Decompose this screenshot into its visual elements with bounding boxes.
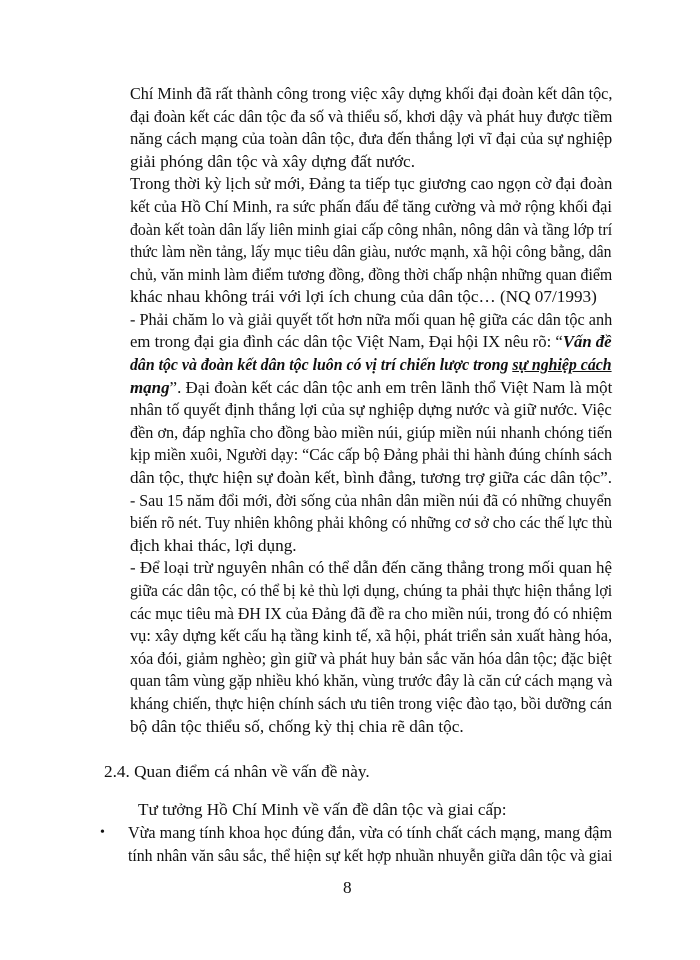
text-line [130,331,612,353]
emphasis-text: dân tộc và đoàn kết dân tộc luôn có vị trí chiến lược trong [130,355,513,374]
section-heading: 2.4. Quan điểm cá nhân về vấn đề này. [104,762,370,781]
text-run: ”. Đại đoàn kết các dân tộc anh em trên lãnh thổ Việt Nam là một [169,378,613,397]
text-line: - Để loại trừ nguyên nhân có thể dẫn đến căng thẳng trong mối quan hệ [130,558,612,577]
page-number: 8 [343,878,352,897]
text-line: giải phóng dân tộc và xây dựng đất nước. [130,152,415,171]
text-line: năng cách mạng của toàn dân tộc, đưa đến thắng lợi vĩ đại của sự nghiệp [130,129,613,148]
text-line: địch khai thác, lợi dụng. [130,536,297,555]
text-line: nhân tố quyết định thắng lợi của sự nghiệp dựng nước và giữ nước. Việc [130,400,612,419]
text-line [130,377,612,399]
text-line: kịp miền xuôi, Người dạy: “Các cấp bộ Đảng phải thi hành đúng chính sách [130,445,613,464]
text-line: các mục tiêu mà ĐH IX của Đảng đã đề ra cho miền núi, trong đó có nhiệm [130,604,613,623]
text-line [130,354,612,376]
text-line: vụ: xây dựng kết cấu hạ tầng kinh tế, xã hội, phát triển sản xuất hàng hóa, [130,626,613,645]
text-line: kết của Hồ Chí Minh, ra sức phấn đấu để tăng cường và mở rộng khối đại [130,197,612,216]
text-line: giữa các dân tộc, có thể bị kẻ thù lợi dụng, chúng ta phải thực hiện thắng lợi [130,581,613,600]
text-line: quan tâm vùng gặp nhiều khó khăn, vùng trước đây là căn cứ cách mạng và [130,671,613,690]
text-line: Chí Minh đã rất thành công trong việc xây dựng khối đại đoàn kết dân tộc, [130,84,613,103]
text-line: chủ, văn minh làm điểm tương đồng, đồng thời chấp nhận những quan điểm [130,265,613,284]
list-item-line: tính nhân văn sâu sắc, thể hiện sự kết hợp nhuần nhuyễn giữa dân tộc và giai [128,846,613,865]
text-line: thức làm nền tảng, lấy mục tiêu dân giàu, nước mạnh, xã hội công bằng, dân [130,242,612,261]
text-line: dân tộc, thực hiện sự đoàn kết, bình đẳng, tương trợ giữa các dân tộc”. [130,468,613,487]
list-item-line: Vừa mang tính khoa học đúng đắn, vừa có tính chất cách mạng, mang đậm [128,823,613,842]
text-line: Trong thời kỳ lịch sử mới, Đảng ta tiếp tục giương cao ngọn cờ đại đoàn [130,174,613,193]
text-line: đền ơn, đáp nghĩa cho đồng bào miền núi, giúp miền núi nhanh chóng tiến [130,423,613,442]
text-line: bộ dân tộc thiểu số, chống kỳ thị chia rẽ dân tộc. [130,717,464,736]
emphasis-text: mạng [130,378,170,397]
text-line: đại đoàn kết các dân tộc đa số và thiểu số, khơi dậy và phát huy được tiềm [130,107,613,126]
text-line: khác nhau không trái với lợi ích chung của dân tộc… (NQ 07/1993) [130,287,597,306]
underlined-emphasis-text: sự nghiệp cách [512,355,612,374]
text-line: xóa đói, giảm nghèo; gìn giữ và phát huy bản sắc văn hóa dân tộc; đặc biệt [130,649,612,668]
text-line: đoàn kết toàn dân lấy liên minh giai cấp công nhân, nông dân và tầng lớp trí [130,220,613,239]
text-run: em trong đại gia đình các dân tộc Việt Nam, Đại hội IX nêu rõ: “ [130,332,563,351]
emphasis-text: Vấn đề [562,332,612,351]
bullet-icon: • [100,825,105,840]
text-line: - Phải chăm lo và giải quyết tốt hơn nữa mối quan hệ giữa các dân tộc anh [130,310,613,329]
text-line: Tư tưởng Hồ Chí Minh về vấn đề dân tộc và giai cấp: [138,800,507,819]
text-line: kháng chiến, thực hiện chính sách ưu tiên trong việc đào tạo, bồi dưỡng cán [130,694,612,713]
text-line: biến rõ nét. Tuy nhiên không phải không có những cơ sở cho các thế lực thù [130,513,613,532]
text-line: - Sau 15 năm đổi mới, đời sống của nhân dân miền núi đã có những chuyển [130,491,612,510]
